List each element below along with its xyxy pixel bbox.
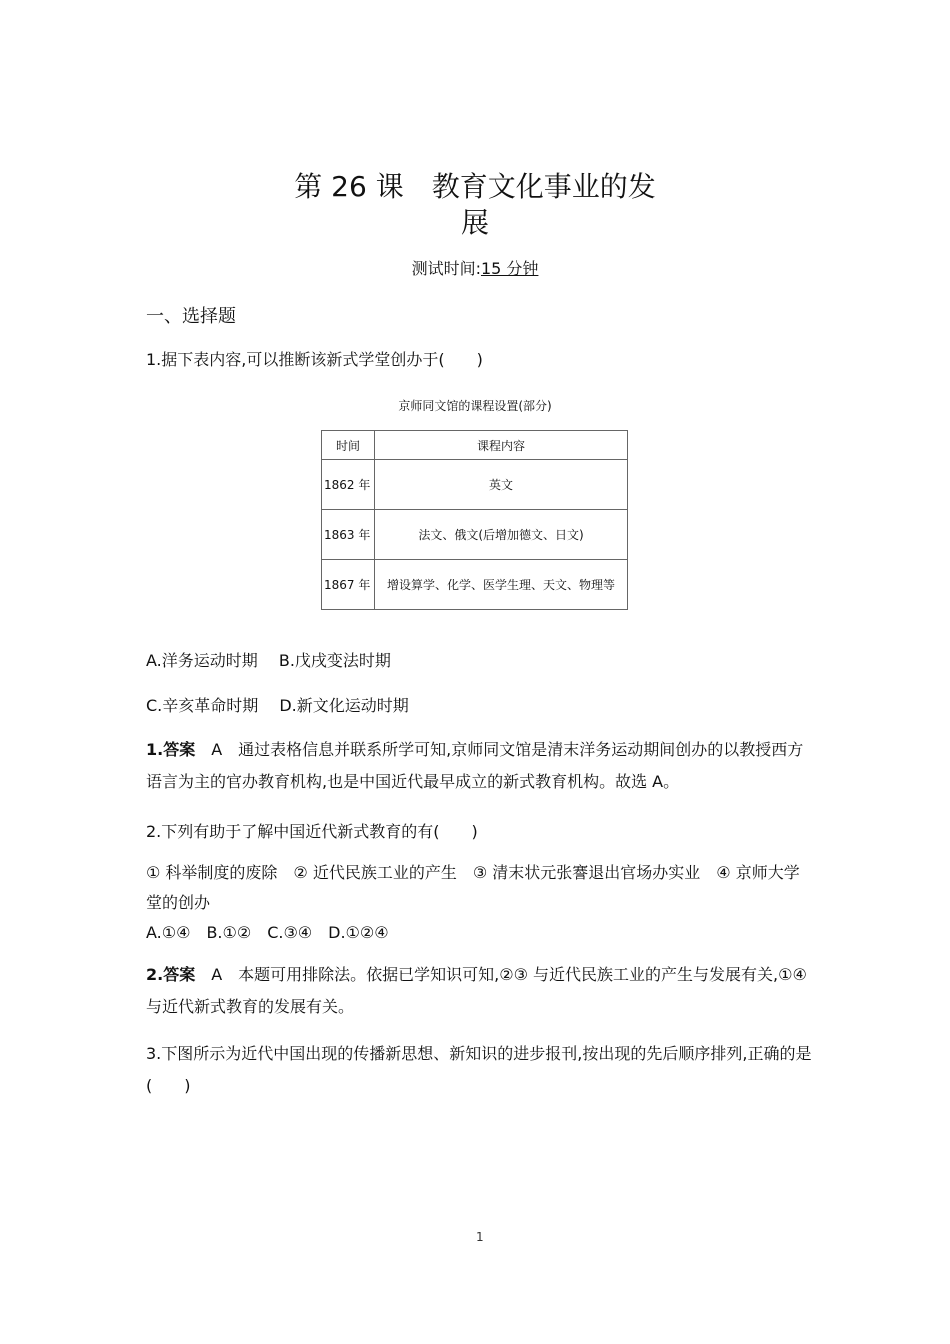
question-1-stem: 1.据下表内容,可以推断该新式学堂创办于( ) <box>146 350 483 369</box>
test-time-value: 15 分钟 <box>480 259 539 278</box>
table-cell-content: 英文 <box>375 460 628 510</box>
question-3-stem: 3.下图所示为近代中国出现的传播新思想、新知识的进步报刊,按出现的先后顺序排列,正确的是( ) <box>146 1044 812 1095</box>
table-cell-content: 增设算学、化学、医学生理、天文、物理等 <box>375 560 628 610</box>
answer-label: 2.答案 <box>146 965 196 984</box>
table-header-content: 课程内容 <box>375 431 628 460</box>
table-header-time: 时间 <box>322 431 375 460</box>
answer-text: A 本题可用排除法。依据已学知识可知,②③ 与近代民族工业的产生与发展有关,①④ 与近代新式教育的发展有关。 <box>146 965 807 1016</box>
table-cell-year: 1863 年 <box>322 510 375 560</box>
question-2-items: ① 科举制度的废除 ② 近代民族工业的产生 ③ 清末状元张謇退出官场办实业 ④ 京师大学堂的创办 <box>146 863 800 912</box>
table-row <box>322 460 628 510</box>
table-row <box>322 510 628 560</box>
test-time-label: 测试时间: <box>411 259 481 278</box>
question-1-answer <box>146 734 814 798</box>
question-1-options-cd: C.辛亥革命时期 D.新文化运动时期 <box>146 696 409 715</box>
table-cell-year: 1862 年 <box>322 460 375 510</box>
question-2-stem: 2.下列有助于了解中国近代新式教育的有( ) <box>146 822 478 841</box>
answer-label: 1.答案 <box>146 740 196 759</box>
table-cell-content: 法文、俄文(后增加德文、日文) <box>375 510 628 560</box>
course-table <box>321 430 628 610</box>
page-title-line-2: 展 <box>460 206 489 239</box>
page-title-line-1: 第 26 课 教育文化事业的发 <box>294 170 656 203</box>
table-caption: 京师同文馆的课程设置(部分) <box>398 399 552 413</box>
section-heading: 一、选择题 <box>146 306 236 327</box>
answer-text: A 通过表格信息并联系所学可知,京师同文馆是清末洋务运动期间创办的以教授西方语言为主的官办教育机构,也是中国近代最早成立的新式教育机构。故选 A。 <box>146 740 804 791</box>
table-cell-year: 1867 年 <box>322 560 375 610</box>
question-2-answer <box>146 959 814 1023</box>
question-1-options-ab: A.洋务运动时期 B.戊戌变法时期 <box>146 651 391 670</box>
table-header-row <box>322 431 628 460</box>
question-2-options: A.①④ B.①② C.③④ D.①②④ <box>146 923 389 942</box>
table-row <box>322 560 628 610</box>
page-number: 1 <box>476 1230 484 1244</box>
test-time <box>0 256 950 279</box>
